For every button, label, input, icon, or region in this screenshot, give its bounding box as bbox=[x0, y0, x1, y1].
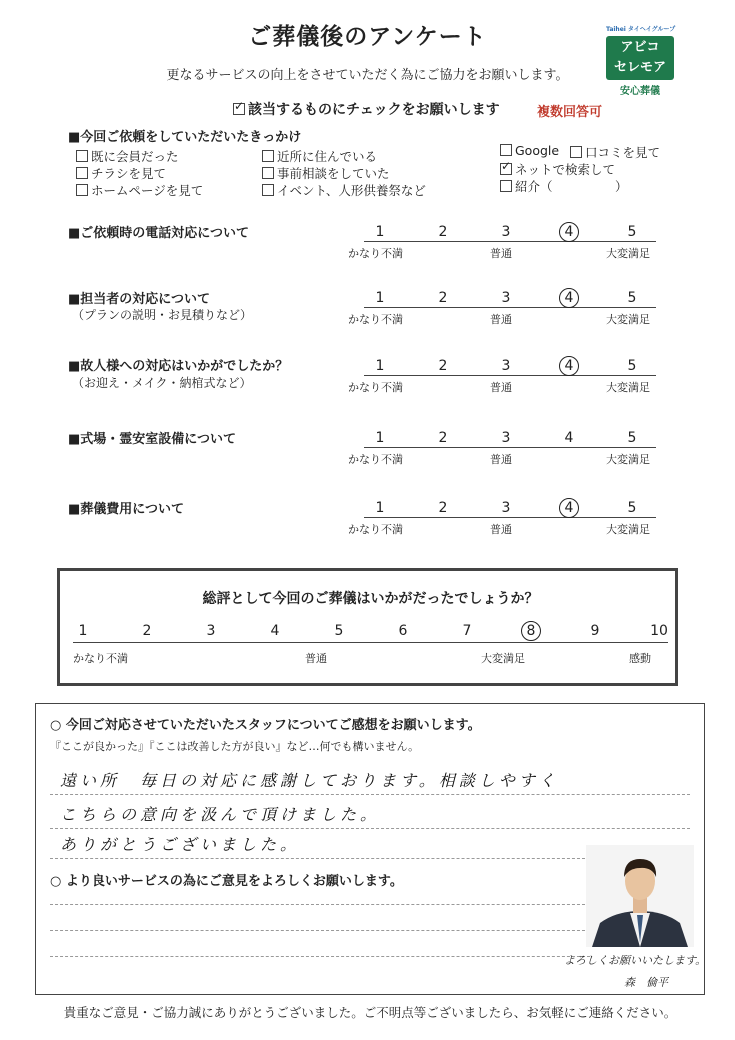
checkbox-icon[interactable] bbox=[76, 167, 88, 179]
scale-option-4[interactable]: 4 bbox=[559, 222, 579, 242]
q1-option-label: 近所に住んでいる bbox=[277, 149, 378, 164]
overall-option-4[interactable]: 4 bbox=[270, 623, 280, 639]
scale-option-5[interactable]: 5 bbox=[627, 500, 637, 516]
scale-label-mid: 普通 bbox=[490, 453, 512, 466]
handwritten-line: 遠い所 毎日の対応に感謝しております。相談しやすく bbox=[60, 771, 559, 790]
scale-label-high: 大変満足 bbox=[606, 247, 650, 260]
scale-option-2[interactable]: 2 bbox=[438, 500, 448, 516]
q1-option-label: イベント、人形供養祭など bbox=[277, 183, 426, 198]
overall-option-5[interactable]: 5 bbox=[334, 623, 344, 639]
company-logo bbox=[606, 24, 696, 97]
handwritten-line: こちらの意向を汲んで頂けました。 bbox=[60, 805, 381, 824]
scale-label-low: かなり不満 bbox=[348, 523, 403, 536]
scale-option-4[interactable]: 4 bbox=[559, 356, 579, 376]
q1-option[interactable] bbox=[262, 181, 426, 199]
checkbox-icon[interactable] bbox=[500, 163, 512, 175]
checkbox-icon[interactable] bbox=[262, 167, 274, 179]
checkbox-icon bbox=[233, 103, 245, 115]
scale-label-mid: 普通 bbox=[490, 247, 512, 260]
scale-option-4[interactable]: 4 bbox=[559, 288, 579, 308]
checkbox-icon[interactable] bbox=[500, 144, 512, 156]
q1-option-label: 既に会員だった bbox=[91, 149, 179, 164]
writing-line bbox=[50, 794, 690, 795]
scale-option-5[interactable]: 5 bbox=[627, 290, 637, 306]
scale-option-1[interactable]: 1 bbox=[375, 430, 385, 446]
scale-option-2[interactable]: 2 bbox=[438, 430, 448, 446]
scale-option-1[interactable]: 1 bbox=[375, 500, 385, 516]
q1-option-label: 紹介（ ） bbox=[515, 179, 628, 194]
q1-option-label: 口コミを見て bbox=[585, 145, 661, 160]
scale-label-low: かなり不満 bbox=[348, 453, 403, 466]
rating-scale bbox=[350, 500, 670, 540]
checkbox-icon[interactable] bbox=[500, 180, 512, 192]
staff-comment-note: 『ここが良かった』『ここは改善した方が良い』など…何でも構いません。 bbox=[50, 740, 420, 753]
q1-option[interactable] bbox=[500, 143, 559, 158]
multiple-answer-note: 複数回答可 bbox=[537, 105, 603, 120]
writing-line bbox=[50, 858, 590, 859]
staff-portrait-icon bbox=[586, 845, 694, 947]
overall-option-10[interactable]: 10 bbox=[650, 623, 668, 639]
check-instruction bbox=[233, 99, 500, 119]
q1-option[interactable] bbox=[76, 147, 179, 165]
checkbox-icon[interactable] bbox=[76, 184, 88, 196]
overall-option-7[interactable]: 7 bbox=[462, 623, 472, 639]
overall-option-1[interactable]: 1 bbox=[78, 623, 88, 639]
q1-option[interactable] bbox=[76, 164, 166, 182]
overall-question: 総評として今回のご葬儀はいかがだったでしょうか？ bbox=[202, 591, 539, 607]
rating-scale bbox=[350, 290, 670, 330]
scale-option-1[interactable]: 1 bbox=[375, 358, 385, 374]
scale-option-5[interactable]: 5 bbox=[627, 358, 637, 374]
overall-label-l5: 普通 bbox=[305, 652, 327, 665]
scale-option-4[interactable]: 4 bbox=[559, 498, 579, 518]
checkbox-icon[interactable] bbox=[76, 150, 88, 162]
scale-line bbox=[364, 375, 656, 376]
checkbox-icon[interactable] bbox=[262, 150, 274, 162]
scale-line bbox=[364, 307, 656, 308]
scale-label-high: 大変満足 bbox=[606, 523, 650, 536]
q1-option-label: チラシを見て bbox=[91, 166, 167, 181]
rating-scale bbox=[350, 430, 670, 470]
scale-option-3[interactable]: 3 bbox=[501, 224, 511, 240]
check-instruction-text: 該当するものにチェックをお願いします bbox=[248, 102, 500, 118]
rating-scale bbox=[350, 224, 670, 264]
scale-line bbox=[364, 517, 656, 518]
q1-option-label: 事前相談をしていた bbox=[277, 166, 390, 181]
scale-label-low: かなり不満 bbox=[348, 313, 403, 326]
overall-label-l1: かなり不満 bbox=[73, 652, 128, 665]
logo-mark bbox=[606, 36, 674, 80]
writing-line bbox=[50, 904, 590, 905]
scale-label-low: かなり不満 bbox=[348, 247, 403, 260]
scale-option-1[interactable]: 1 bbox=[375, 224, 385, 240]
scale-label-high: 大変満足 bbox=[606, 381, 650, 394]
q1-option[interactable] bbox=[570, 143, 660, 161]
q1-option[interactable] bbox=[500, 160, 615, 178]
scale-label-mid: 普通 bbox=[490, 523, 512, 536]
logo-group-name: Taihei タイヘイグループ bbox=[606, 26, 676, 33]
rating-subtitle: （プランの説明・お見積りなど） bbox=[72, 308, 253, 322]
logo-tagline: 安心葬儀 bbox=[620, 86, 660, 97]
rating-title: ■担当者の対応について bbox=[68, 292, 211, 307]
overall-scale bbox=[73, 623, 668, 673]
scale-option-2[interactable]: 2 bbox=[438, 358, 448, 374]
staff-name: 森 倫平 bbox=[624, 976, 668, 989]
scale-label-high: 大変満足 bbox=[606, 453, 650, 466]
scale-label-high: 大変満足 bbox=[606, 313, 650, 326]
q1-option[interactable] bbox=[262, 147, 377, 165]
logo-line-2: セレモア bbox=[613, 60, 666, 75]
overall-rating-box bbox=[57, 568, 678, 686]
q1-option-label: ホームページを見て bbox=[91, 183, 204, 198]
page-title: ご葬儀後のアンケート bbox=[248, 24, 487, 50]
writing-line bbox=[50, 828, 690, 829]
overall-option-9[interactable]: 9 bbox=[590, 623, 600, 639]
scale-option-3[interactable]: 3 bbox=[501, 358, 511, 374]
overall-scale-line bbox=[73, 642, 668, 643]
overall-option-2[interactable]: 2 bbox=[142, 623, 152, 639]
rating-title: ■故人様への対応はいかがでしたか？ bbox=[68, 359, 289, 374]
overall-option-8[interactable]: 8 bbox=[521, 621, 541, 641]
scale-label-mid: 普通 bbox=[490, 381, 512, 394]
checkbox-icon[interactable] bbox=[570, 146, 582, 158]
overall-label-l10: 感動 bbox=[629, 652, 651, 665]
scale-option-3[interactable]: 3 bbox=[501, 430, 511, 446]
scale-label-mid: 普通 bbox=[490, 313, 512, 326]
q1-option-label: Google bbox=[515, 143, 560, 158]
scale-option-5[interactable]: 5 bbox=[627, 224, 637, 240]
handwritten-line: ありがとうございました。 bbox=[60, 835, 301, 854]
scale-label-low: かなり不満 bbox=[348, 381, 403, 394]
rating-title: ■式場・霊安室設備について bbox=[68, 432, 237, 447]
footer-message: 貴重なご意見・ご協力誠にありがとうございました。ご不明点等ございましたら、お気軽にご連絡ください。 bbox=[63, 1005, 677, 1020]
logo-line-1: アビコ bbox=[620, 40, 660, 55]
overall-label-l8: 大変満足 bbox=[481, 652, 525, 665]
rating-subtitle: （お迎え・メイク・納棺式など） bbox=[72, 376, 252, 390]
scale-option-3[interactable]: 3 bbox=[501, 290, 511, 306]
overall-option-3[interactable]: 3 bbox=[206, 623, 216, 639]
improvement-heading: ○ より良いサービスの為にご意見をよろしくお願いします。 bbox=[50, 874, 403, 889]
q1-option[interactable] bbox=[500, 177, 628, 195]
rating-title: ■ご依頼時の電話対応について bbox=[68, 226, 250, 241]
scale-option-2[interactable]: 2 bbox=[438, 290, 448, 306]
q1-option-label: ネットで検索して bbox=[515, 162, 616, 177]
rating-title: ■葬儀費用について bbox=[68, 502, 185, 517]
staff-comment-heading: ○ 今回ご対応させていただいたスタッフについてご感想をお願いします。 bbox=[50, 718, 481, 733]
q1-option[interactable] bbox=[262, 164, 390, 182]
rating-scale bbox=[350, 358, 670, 398]
q1-option[interactable] bbox=[76, 181, 203, 199]
staff-sign-message: よろしくお願いいたします。 bbox=[564, 954, 707, 967]
scale-option-2[interactable]: 2 bbox=[438, 224, 448, 240]
scale-option-5[interactable]: 5 bbox=[627, 430, 637, 446]
scale-line bbox=[364, 241, 656, 242]
q1-title: ■今回ご依頼をしていただいたきっかけ bbox=[68, 130, 302, 145]
scale-option-1[interactable]: 1 bbox=[375, 290, 385, 306]
writing-line bbox=[50, 930, 590, 931]
scale-line bbox=[364, 447, 656, 448]
checkbox-icon[interactable] bbox=[262, 184, 274, 196]
scale-option-4[interactable]: 4 bbox=[564, 430, 574, 446]
overall-option-6[interactable]: 6 bbox=[398, 623, 408, 639]
writing-line bbox=[50, 956, 590, 957]
page-subtitle: 更なるサービスの向上をさせていただく為にご協力をお願いします。 bbox=[166, 68, 569, 83]
scale-option-3[interactable]: 3 bbox=[501, 500, 511, 516]
staff-photo bbox=[586, 845, 694, 947]
